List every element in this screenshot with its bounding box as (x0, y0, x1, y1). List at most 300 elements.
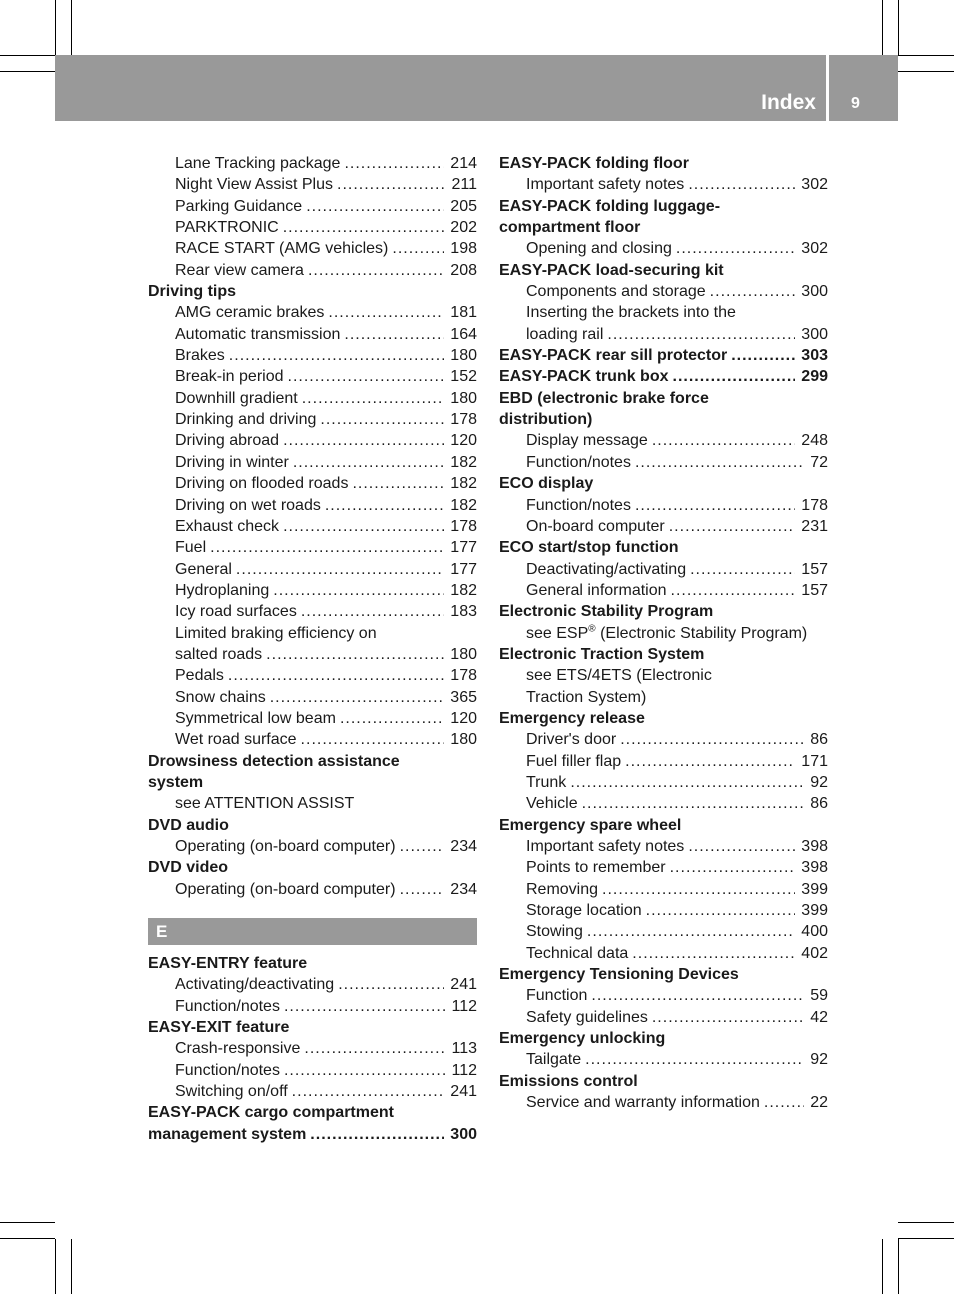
header-separator (826, 55, 829, 121)
dot-leader (229, 345, 445, 366)
entry-text: Technical data (526, 944, 629, 962)
index-entry (148, 409, 477, 430)
index-entry (148, 473, 477, 494)
dot-leader (288, 366, 445, 387)
entry-text: Safety guidelines (526, 1008, 648, 1026)
entry-text: salted roads (175, 645, 263, 663)
entry-text: Deactivating/activating (526, 560, 687, 578)
index-heading (499, 537, 828, 558)
page-reference-link[interactable]: 180 (450, 731, 477, 749)
index-heading (499, 366, 828, 387)
index-entry (499, 559, 828, 580)
entry-text: PARKTRONIC (175, 219, 279, 237)
index-entry (499, 623, 828, 644)
page-reference-link[interactable]: 59 (810, 987, 828, 1005)
crop-mark (71, 0, 72, 55)
page-reference-link[interactable]: 183 (450, 603, 477, 621)
index-entry (499, 985, 828, 1006)
index-heading (499, 1028, 828, 1049)
index-heading (499, 260, 828, 281)
page-reference-link[interactable]: 178 (450, 411, 477, 429)
dot-leader (236, 559, 444, 580)
dot-leader (646, 900, 796, 921)
page-reference-link[interactable]: 157 (801, 581, 828, 599)
index-entry (148, 516, 477, 537)
entry-text: Vehicle (526, 795, 578, 813)
page-reference-link[interactable]: 231 (801, 517, 828, 535)
dot-leader (310, 1124, 444, 1145)
index-entry (148, 238, 477, 259)
index-entry (499, 900, 828, 921)
page-reference-link[interactable]: 300 (801, 325, 828, 343)
index-entry (148, 601, 477, 622)
entry-text: EASY-PACK trunk box (499, 368, 669, 386)
entry-text: Important safety notes (526, 176, 685, 194)
entry-text: Switching on/off (175, 1083, 288, 1101)
index-entry (148, 1038, 477, 1059)
entry-text: Emergency spare wheel (499, 816, 682, 834)
entry-text: Driver's door (526, 731, 617, 749)
entry-text: see ESP® (Electronic Stability Program) (526, 623, 808, 642)
dot-leader (690, 559, 795, 580)
crop-mark (882, 1239, 883, 1294)
entry-text: Function/notes (526, 496, 631, 514)
index-entry (499, 772, 828, 793)
entry-text: DVD video (148, 859, 229, 877)
index-entry (499, 324, 828, 345)
dot-leader (306, 196, 444, 217)
entry-text: Tailgate (526, 1051, 582, 1069)
page-reference-link[interactable]: 211 (451, 176, 477, 194)
index-entry (499, 1092, 828, 1113)
dot-leader (284, 1060, 446, 1081)
index-entry (148, 302, 477, 323)
entry-text: Operating (on-board computer) (175, 838, 396, 855)
dot-leader (400, 836, 445, 857)
dot-leader (337, 174, 445, 195)
dot-leader (340, 708, 444, 729)
index-entry (148, 879, 477, 900)
crop-mark (898, 0, 899, 55)
index-heading (148, 1017, 477, 1038)
index-entry (148, 537, 477, 558)
page-reference-link[interactable]: 202 (450, 219, 477, 237)
index-entry (148, 324, 477, 345)
index-heading (148, 953, 477, 974)
entry-text: Activating/deactivating (175, 976, 335, 994)
entry-text: Drinking and driving (175, 411, 317, 429)
dot-leader (283, 430, 444, 451)
page-reference-link[interactable]: 400 (801, 923, 828, 941)
entry-text: DVD audio (148, 816, 229, 834)
dot-leader (587, 921, 795, 942)
dot-leader (352, 473, 444, 494)
page-reference-link[interactable]: 208 (450, 261, 477, 279)
entry-text: Driving abroad (175, 432, 280, 450)
page-reference-link[interactable]: 178 (450, 517, 477, 535)
index-entry (499, 921, 828, 942)
page-reference-link[interactable]: 181 (450, 304, 477, 322)
page-reference-link[interactable]: 300 (801, 283, 828, 301)
page-reference-link[interactable]: 198 (450, 240, 477, 258)
index-heading (499, 409, 828, 430)
index-heading (148, 751, 477, 772)
entry-text: Points to remember (526, 859, 666, 877)
page-reference-link[interactable]: 120 (450, 432, 477, 450)
index-heading (499, 1071, 828, 1092)
index-heading (499, 217, 828, 238)
page-reference-link[interactable]: 182 (450, 453, 477, 471)
entry-text: distribution) (499, 411, 593, 429)
entry-text: ECO display (499, 475, 594, 493)
entry-text: Components and storage (526, 283, 706, 301)
index-heading (499, 153, 828, 174)
page-reference-link[interactable]: 112 (451, 997, 477, 1015)
page-reference-link[interactable]: 399 (801, 902, 828, 920)
index-entry (499, 302, 828, 323)
dot-leader (731, 345, 795, 366)
dot-leader (308, 260, 444, 281)
page-reference-link[interactable]: 182 (450, 475, 477, 493)
index-entry (148, 580, 477, 601)
entry-text: Driving on wet roads (175, 496, 321, 514)
entry-text: EASY-PACK rear sill protector (499, 347, 728, 365)
dot-leader (620, 729, 804, 750)
entry-text: management system (148, 1125, 307, 1143)
dot-leader (266, 644, 444, 665)
entry-text: Drowsiness detection assistance (148, 752, 400, 770)
index-heading (499, 196, 828, 217)
index-entry (499, 857, 828, 878)
page-reference-link[interactable]: 157 (801, 560, 828, 578)
entry-text: Emergency Tensioning Devices (499, 966, 739, 984)
page-reference-link[interactable]: 86 (810, 731, 828, 749)
index-heading (499, 388, 828, 409)
page-reference-link[interactable]: 92 (810, 1051, 828, 1069)
entry-text: Operating (on-board computer) (175, 880, 396, 898)
dot-leader (283, 516, 444, 537)
entry-text: EASY-PACK folding luggage- (499, 197, 721, 215)
index-entry (148, 687, 477, 708)
index-entry (499, 793, 828, 814)
index-entry (499, 687, 828, 708)
entry-text: Brakes (175, 347, 225, 365)
index-entry (148, 174, 477, 195)
page-reference-link[interactable]: 402 (801, 944, 828, 962)
entry-text: compartment floor (499, 219, 641, 237)
entry-text: Lane Tracking package (175, 155, 341, 172)
index-entry (499, 751, 828, 772)
entry-text: Driving on flooded roads (175, 475, 349, 493)
entry-text: Parking Guidance (175, 197, 303, 215)
index-entry (499, 1049, 828, 1070)
index-heading (499, 964, 828, 985)
index-entry (499, 943, 828, 964)
dot-leader (591, 985, 804, 1006)
entry-text: Electronic Stability Program (499, 603, 714, 621)
dot-leader (304, 1038, 445, 1059)
entry-text: EASY-PACK load-securing kit (499, 261, 724, 279)
entry-text: RACE START (AMG vehicles) (175, 240, 389, 258)
index-entry (148, 974, 477, 995)
dot-leader (602, 879, 795, 900)
entry-text: system (148, 773, 204, 791)
dot-leader (270, 687, 445, 708)
entry-text: Storage location (526, 902, 642, 920)
index-entry (148, 153, 477, 174)
index-entry (148, 495, 477, 516)
index-entry (148, 1081, 477, 1102)
page-reference-link[interactable]: 72 (810, 453, 828, 471)
entry-text: General (175, 560, 232, 578)
dot-leader (710, 281, 796, 302)
index-entry (148, 623, 477, 644)
entry-text: see ATTENTION ASSIST (175, 795, 355, 813)
index-heading (499, 473, 828, 494)
page-reference-link[interactable]: 398 (801, 838, 828, 855)
index-entry (148, 345, 477, 366)
entry-text: Opening and closing (526, 240, 672, 258)
entry-text: Driving in winter (175, 453, 289, 471)
index-heading (499, 644, 828, 665)
index-entry (499, 836, 828, 857)
entry-text: Important safety notes (526, 838, 685, 855)
index-entry (499, 516, 828, 537)
page-reference-link[interactable]: 365 (450, 688, 477, 706)
page-reference-link[interactable]: 182 (450, 496, 477, 514)
entry-text: Inserting the brackets into the (526, 304, 736, 322)
page-number: 9 (851, 95, 860, 112)
page-reference-link[interactable]: 113 (451, 1040, 477, 1058)
page-reference-link[interactable]: 178 (450, 667, 477, 685)
index-heading (148, 1102, 477, 1123)
entry-text: Function (526, 987, 588, 1005)
entry-text: Function/notes (175, 997, 280, 1015)
dot-leader (328, 302, 444, 323)
page-reference-link[interactable]: 182 (450, 581, 477, 599)
dot-leader (570, 772, 804, 793)
entry-text: Crash-responsive (175, 1040, 301, 1058)
entry-text: Snow chains (175, 688, 266, 706)
index-entry (148, 793, 477, 814)
entry-text: EASY-EXIT feature (148, 1019, 290, 1037)
entry-text: Downhill gradient (175, 389, 298, 407)
dot-leader (302, 388, 445, 409)
entry-text: Service and warranty information (526, 1094, 760, 1112)
dot-leader (607, 324, 795, 345)
page-reference-link[interactable]: 299 (801, 368, 828, 386)
page-reference-link[interactable]: 180 (450, 347, 477, 365)
page-reference-link[interactable]: 241 (450, 976, 477, 994)
page-reference-link[interactable]: 152 (450, 368, 477, 386)
page-reference-link[interactable]: 234 (450, 880, 477, 898)
page-reference-link[interactable]: 86 (810, 795, 828, 813)
dot-leader (688, 174, 795, 195)
page-reference-link[interactable]: 302 (801, 240, 828, 258)
dot-leader (210, 537, 444, 558)
dot-leader (764, 1092, 804, 1113)
dot-leader (283, 217, 445, 238)
entry-text: Driving tips (148, 283, 237, 301)
index-entry (148, 452, 477, 473)
entry-text: Automatic transmission (175, 325, 341, 343)
crop-mark (898, 55, 954, 56)
index-entry (499, 879, 828, 900)
entry-text: Exhaust check (175, 517, 280, 535)
page-reference-link[interactable]: 177 (450, 539, 477, 557)
dot-leader (676, 238, 795, 259)
dot-leader (284, 996, 446, 1017)
index-entry (148, 260, 477, 281)
entry-text: Symmetrical low beam (175, 709, 336, 727)
page-reference-link[interactable]: 398 (801, 859, 828, 877)
index-heading (148, 281, 477, 302)
dot-leader (400, 879, 445, 900)
dot-leader (228, 665, 444, 686)
page-reference-link[interactable]: 303 (801, 347, 828, 365)
index-entry (499, 174, 828, 195)
dot-leader (582, 793, 805, 814)
dot-leader (292, 1081, 445, 1102)
dot-leader (585, 1049, 804, 1070)
entry-text: Emissions control (499, 1072, 638, 1090)
index-column-left-e (148, 953, 477, 1145)
crop-mark (0, 71, 55, 72)
dot-leader (652, 430, 795, 451)
dot-leader (338, 974, 444, 995)
entry-text: see ETS/4ETS (Electronic (526, 667, 712, 685)
dot-leader (320, 409, 444, 430)
index-entry (499, 430, 828, 451)
entry-text: Rear view camera (175, 261, 304, 279)
page-reference-link[interactable]: 214 (450, 155, 477, 172)
crop-mark (882, 0, 883, 55)
index-entry (499, 665, 828, 686)
crop-mark (71, 1239, 72, 1294)
dot-leader (293, 452, 444, 473)
page-reference-link[interactable]: 177 (450, 560, 477, 578)
crop-mark (0, 1222, 55, 1223)
entry-text: Function/notes (175, 1061, 280, 1079)
crop-mark (55, 0, 56, 55)
dot-leader (652, 1007, 804, 1028)
entry-text: General information (526, 581, 667, 599)
entry-text: On-board computer (526, 517, 665, 535)
page-reference-link[interactable]: 399 (801, 880, 828, 898)
page-reference-link[interactable]: 302 (801, 176, 828, 194)
dot-leader (688, 836, 795, 857)
page-reference-link[interactable]: 112 (451, 1061, 477, 1079)
entry-text: Function/notes (526, 453, 631, 471)
index-heading (499, 815, 828, 836)
index-heading (499, 345, 828, 366)
dot-leader (635, 452, 804, 473)
index-entry (148, 559, 477, 580)
page-reference-link[interactable]: 180 (450, 389, 477, 407)
entry-text: Break-in period (175, 368, 284, 386)
index-entry (148, 1060, 477, 1081)
entry-text: Stowing (526, 923, 583, 941)
index-column-right (499, 153, 828, 1113)
page-reference-link[interactable]: 180 (450, 645, 477, 663)
dot-leader (673, 366, 796, 387)
index-heading (499, 708, 828, 729)
page-reference-link[interactable]: 234 (450, 838, 477, 855)
index-entry (148, 665, 477, 686)
dot-leader (635, 495, 795, 516)
crop-mark (898, 1239, 899, 1294)
index-entry (499, 281, 828, 302)
page-reference-link[interactable]: 42 (810, 1008, 828, 1026)
index-entry (499, 238, 828, 259)
entry-text: Emergency release (499, 709, 645, 727)
entry-text: Removing (526, 880, 599, 898)
index-entry (148, 217, 477, 238)
index-entry (499, 452, 828, 473)
page-reference-link[interactable]: 164 (450, 325, 477, 343)
entry-text: Hydroplaning (175, 581, 270, 599)
dot-leader (344, 324, 444, 345)
crop-mark (55, 1239, 56, 1294)
page-reference-link[interactable]: 22 (810, 1094, 828, 1112)
index-entry (148, 644, 477, 665)
letter-section-header: E (148, 918, 477, 945)
index-entry (499, 729, 828, 750)
crop-mark (898, 1238, 954, 1239)
dot-leader (632, 943, 795, 964)
entry-text: Wet road surface (175, 731, 297, 749)
entry-text: Electronic Traction System (499, 645, 705, 663)
page-title: Index (761, 91, 816, 114)
crop-mark (0, 55, 55, 56)
entry-text: EBD (electronic brake force (499, 389, 709, 407)
index-heading (148, 815, 477, 836)
dot-leader (301, 601, 444, 622)
dot-leader (671, 580, 796, 601)
page-reference-link[interactable]: 178 (801, 496, 828, 514)
page-reference-link[interactable]: 92 (810, 773, 828, 791)
index-entry (499, 495, 828, 516)
index-heading (148, 1124, 477, 1145)
page-reference-link[interactable]: 248 (801, 432, 828, 450)
page-reference-link[interactable]: 205 (450, 197, 477, 215)
index-entry (148, 196, 477, 217)
entry-text: AMG ceramic brakes (175, 304, 325, 322)
index-column-left (148, 153, 477, 900)
entry-text: Pedals (175, 667, 224, 685)
entry-text: Emergency unlocking (499, 1030, 666, 1048)
dot-leader (670, 857, 796, 878)
dot-leader (392, 238, 444, 259)
crop-mark (898, 71, 954, 72)
dot-leader (325, 495, 444, 516)
entry-text: loading rail (526, 325, 604, 343)
index-entry (148, 729, 477, 750)
page-reference-link[interactable]: 171 (801, 752, 828, 770)
page-reference-link[interactable]: 241 (450, 1083, 477, 1101)
index-heading (148, 772, 477, 793)
entry-text: EASY-PACK cargo compartment (148, 1104, 394, 1122)
dot-leader (273, 580, 444, 601)
entry-text: EASY-PACK folding floor (499, 155, 689, 172)
index-heading (148, 857, 477, 878)
page-reference-link[interactable]: 300 (450, 1125, 477, 1143)
entry-text: Trunk (526, 773, 567, 791)
page-reference-link[interactable]: 120 (450, 709, 477, 727)
dot-leader (344, 153, 444, 174)
entry-text: ECO start/stop function (499, 539, 679, 557)
index-entry (148, 366, 477, 387)
